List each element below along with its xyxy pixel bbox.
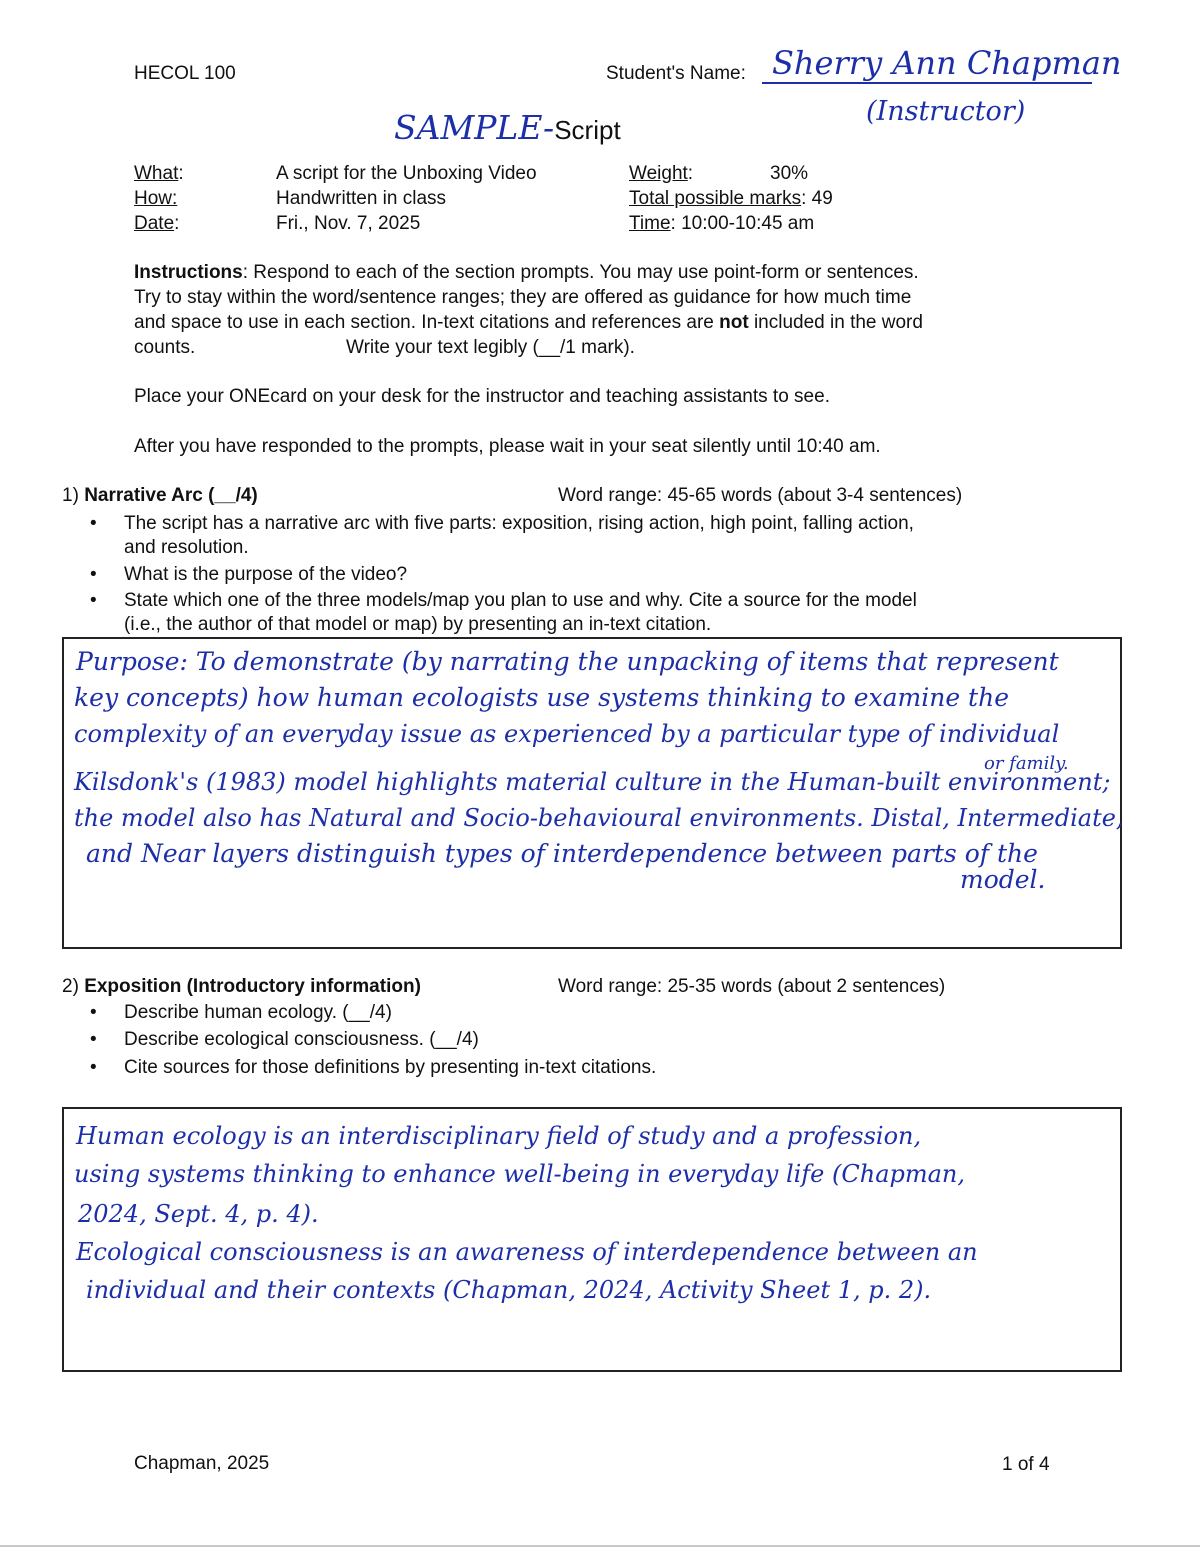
section2-bullet-1: Describe human ecology. (__/4) [124, 1002, 392, 1023]
student-role-handwritten: (Instructor) [866, 96, 1026, 127]
section2-bullet-2: Describe ecological consciousness. (__/4) [124, 1029, 479, 1050]
answer-line: key concepts) how human ecologists use systems thinking to examine the [74, 683, 1009, 712]
answer-line: Kilsdonk's (1983) model highlights material culture in the Human-built environment; [74, 768, 1111, 796]
student-name-underline [762, 82, 1092, 84]
bullet-dot: • [90, 1057, 97, 1078]
scan-edge [0, 1545, 1200, 1547]
section1-answer-box[interactable] [62, 637, 1122, 949]
answer-insert: or family. [984, 753, 1069, 774]
section2-heading: 2) Exposition (Introductory information) [62, 976, 421, 997]
title-handwritten: SAMPLE- [394, 108, 555, 147]
bullet-dot: • [90, 590, 97, 611]
answer-line: 2024, Sept. 4, p. 4). [78, 1200, 319, 1228]
bullet-dot: • [90, 513, 97, 534]
footer-author: Chapman, 2025 [134, 1453, 270, 1474]
answer-line: model. [960, 865, 1046, 894]
section2-word-range: Word range: 25-35 words (about 2 sentences) [558, 976, 946, 997]
title-text: Script [554, 115, 621, 145]
bullet-dot: • [90, 1002, 97, 1023]
section1-bullet-3: State which one of the three models/map you plan to use and why. Cite a source for the model [124, 590, 917, 611]
student-name-label: Student's Name: [606, 63, 746, 84]
date-value: Fri., Nov. 7, 2025 [276, 213, 421, 234]
course-code: HECOL 100 [134, 63, 236, 84]
instructions-line-4: counts. [134, 337, 196, 358]
answer-line: and Near layers distinguish types of interdependence between parts of the [86, 839, 1038, 868]
answer-line: individual and their contexts (Chapman, 2024, Activity Sheet 1, p. 2). [86, 1276, 932, 1304]
what-value: A script for the Unboxing Video [276, 163, 537, 184]
section2-bullet-3: Cite sources for those definitions by presenting in-text citations. [124, 1057, 657, 1078]
section1-bullet-1: The script has a narrative arc with five parts: exposition, rising action, high point, falling action, [124, 513, 914, 534]
page-title [394, 108, 621, 147]
answer-line: complexity of an everyday issue as experienced by a particular type of individual [74, 720, 1060, 748]
section1-word-range: Word range: 45-65 words (about 3-4 sentences) [558, 485, 963, 506]
date-label: Date: [134, 213, 180, 234]
instructions-line-3: and space to use in each section. In-text citations and references are not included in the word [134, 312, 923, 333]
instructions-line-2: Try to stay within the word/sentence ranges; they are offered as guidance for how much time [134, 287, 912, 308]
answer-line: using systems thinking to enhance well-being in everyday life (Chapman, [74, 1160, 966, 1188]
wait-note: After you have responded to the prompts, please wait in your seat silently until 10:40 am. [134, 436, 881, 457]
weight-value: 30% [770, 163, 809, 184]
exam-time: Time: 10:00-10:45 am [629, 213, 815, 234]
page-number: 1 of 4 [1002, 1454, 1050, 1475]
bullet-dot: • [90, 564, 97, 585]
section1-bullet-1-cont: and resolution. [124, 537, 249, 558]
section2-answer-box[interactable] [62, 1107, 1122, 1372]
legibility-mark: Write your text legibly (__/1 mark). [346, 337, 635, 358]
how-label: How: [134, 188, 178, 209]
answer-line: Ecological consciousness is an awareness of interdependence between an [76, 1238, 978, 1266]
answer-line: Human ecology is an interdisciplinary field of study and a profession, [76, 1122, 922, 1150]
instructions-line-1: Instructions: Respond to each of the section prompts. You may use point-form or sentences. [134, 262, 919, 283]
what-label: What: [134, 163, 184, 184]
total-marks: Total possible marks: 49 [629, 188, 833, 209]
answer-line: Purpose: To demonstrate (by narrating the unpacking of items that represent [76, 647, 1059, 676]
section1-heading: 1) Narrative Arc (__/4) [62, 485, 258, 506]
section1-bullet-3-cont: (i.e., the author of that model or map) by presenting an in-text citation. [124, 614, 712, 635]
answer-line: the model also has Natural and Socio-behavioural environments. Distal, Intermediate, [74, 804, 1124, 832]
onecard-note: Place your ONEcard on your desk for the instructor and teaching assistants to see. [134, 386, 830, 407]
bullet-dot: • [90, 1029, 97, 1050]
section1-bullet-2: What is the purpose of the video? [124, 564, 408, 585]
how-value: Handwritten in class [276, 188, 447, 209]
student-name-handwritten: Sherry Ann Chapman [772, 44, 1122, 82]
weight-label: Weight: [629, 163, 694, 184]
